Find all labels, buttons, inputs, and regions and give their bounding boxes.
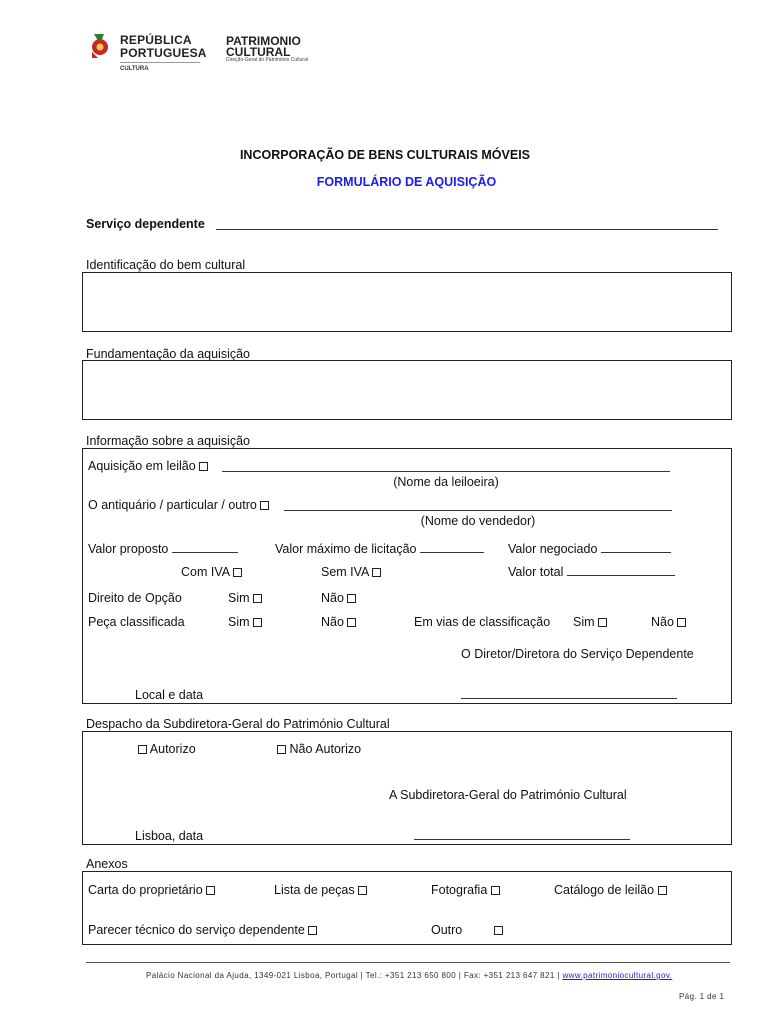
- sem-iva-row: [321, 565, 381, 579]
- patrimonio-logo: [226, 36, 301, 58]
- identificacao-label: Identificação do bem cultural: [86, 258, 246, 272]
- valor-total-input[interactable]: [567, 565, 675, 576]
- anexos-label: Anexos: [86, 857, 128, 871]
- fundamentacao-field[interactable]: [82, 360, 732, 420]
- fundamentacao-label: Fundamentação da aquisição: [86, 347, 251, 361]
- footer-website-link[interactable]: www.patrimoniocultural.gov.: [562, 971, 673, 980]
- sem-iva-label: Sem IVA: [321, 565, 369, 579]
- page-subtitle: FORMULÁRIO DE AQUISIÇÃO: [316, 175, 497, 189]
- lista-row: [274, 883, 367, 897]
- subdiretora-signature-line[interactable]: [414, 829, 630, 840]
- servico-input[interactable]: [216, 219, 718, 230]
- republica-line2: PORTUGUESA: [120, 46, 207, 60]
- leilao-checkbox[interactable]: [199, 462, 208, 471]
- republica-sub: CULTURA: [120, 66, 149, 72]
- footer-contacts: [146, 971, 672, 980]
- valor-negociado-input[interactable]: [601, 542, 671, 553]
- carta-row: [88, 883, 215, 897]
- peca-sim-row: [228, 615, 262, 629]
- autorizo-checkbox[interactable]: [138, 745, 147, 754]
- em-vias-nao-checkbox[interactable]: [677, 618, 686, 627]
- outro-label: Outro: [431, 923, 463, 937]
- diretor-signature-line[interactable]: [461, 688, 677, 699]
- catalogo-row: [554, 883, 667, 897]
- logo-divider: [120, 62, 200, 63]
- valor-negociado-row: [508, 542, 671, 556]
- direito-sim-row: [228, 591, 262, 605]
- footer-sep3: |: [557, 971, 560, 980]
- fotografia-row: [431, 883, 500, 897]
- lista-checkbox[interactable]: [358, 886, 367, 895]
- identificacao-field[interactable]: [82, 272, 732, 332]
- nao-autorizo-row: [277, 742, 361, 756]
- peca-nao-row: [321, 615, 356, 629]
- footer-address: Palácio Nacional da Ajuda, 1349-021 Lisboa, Portugal: [146, 971, 359, 980]
- direito-nao-row: [321, 591, 356, 605]
- com-iva-checkbox[interactable]: [233, 568, 242, 577]
- com-iva-label: Com IVA: [181, 565, 230, 579]
- footer-sep1: |: [360, 971, 364, 980]
- em-vias-sim-row: [573, 615, 607, 629]
- direito-nao-label: Não: [321, 591, 344, 605]
- vendedor-caption: (Nome do vendedor): [420, 514, 536, 528]
- footer-tel: Tel.: +351 213 650 800: [365, 971, 457, 980]
- republica-emblem-icon: [90, 32, 114, 58]
- nao-autorizo-checkbox[interactable]: [277, 745, 286, 754]
- patrimonio-sub: Direção-Geral do Património Cultural: [226, 57, 308, 63]
- direito-opcao-label: Direito de Opção: [88, 591, 182, 605]
- page-title: INCORPORAÇÃO DE BENS CULTURAIS MÓVEIS: [239, 148, 531, 162]
- antiquario-row: [88, 498, 269, 512]
- direito-sim-checkbox[interactable]: [253, 594, 262, 603]
- catalogo-checkbox[interactable]: [658, 886, 667, 895]
- republica-portuguesa-logo: [90, 32, 207, 72]
- peca-nao-checkbox[interactable]: [347, 618, 356, 627]
- valor-maximo-row: [275, 542, 484, 556]
- em-vias-sim-checkbox[interactable]: [598, 618, 607, 627]
- autorizo-label: Autorizo: [149, 742, 196, 756]
- em-vias-nao-row: [651, 615, 686, 629]
- em-vias-nao-label: Não: [651, 615, 674, 629]
- servico-label: Serviço dependente: [86, 217, 205, 231]
- parecer-checkbox[interactable]: [308, 926, 317, 935]
- valor-maximo-label: Valor máximo de licitação: [275, 542, 417, 556]
- carta-label: Carta do proprietário: [88, 883, 203, 897]
- nao-autorizo-label: Não Autorizo: [289, 742, 362, 756]
- peca-sim-checkbox[interactable]: [253, 618, 262, 627]
- antiquario-checkbox[interactable]: [260, 501, 269, 510]
- peca-classificada-label: Peça classificada: [88, 615, 185, 629]
- outro-checkbox[interactable]: [494, 926, 503, 935]
- em-vias-label: Em vias de classificação: [414, 615, 551, 629]
- leiloeira-caption: (Nome da leiloeira): [393, 475, 499, 489]
- direito-nao-checkbox[interactable]: [347, 594, 356, 603]
- fotografia-label: Fotografia: [431, 883, 488, 897]
- subdiretora-label: A Subdiretora-Geral do Património Cultural: [389, 788, 627, 802]
- autorizo-row: [138, 742, 196, 756]
- diretor-label: O Diretor/Diretora do Serviço Dependente: [461, 647, 694, 661]
- footer-fax: Fax: +351 213 647 821: [463, 971, 555, 980]
- valor-proposto-input[interactable]: [172, 542, 238, 553]
- valor-maximo-input[interactable]: [420, 542, 484, 553]
- leilao-row: [88, 459, 208, 473]
- despacho-label: Despacho da Subdiretora-Geral do Património Cultural: [86, 717, 390, 731]
- carta-checkbox[interactable]: [206, 886, 215, 895]
- peca-nao-label: Não: [321, 615, 344, 629]
- vendedor-input[interactable]: [284, 500, 672, 511]
- valor-proposto-label: Valor proposto: [88, 542, 169, 556]
- valor-proposto-row: [88, 542, 238, 556]
- antiquario-label: O antiquário / particular / outro: [88, 498, 257, 512]
- sem-iva-checkbox[interactable]: [372, 568, 381, 577]
- outro-checkbox-wrap: [494, 923, 503, 937]
- footer-sep2: |: [458, 971, 462, 980]
- informacao-label: Informação sobre a aquisição: [86, 434, 250, 448]
- catalogo-label: Catálogo de leilão: [554, 883, 655, 897]
- valor-total-row: [508, 565, 675, 579]
- leiloeira-input[interactable]: [222, 461, 670, 472]
- direito-sim-label: Sim: [228, 591, 250, 605]
- peca-sim-label: Sim: [228, 615, 250, 629]
- valor-negociado-label: Valor negociado: [508, 542, 598, 556]
- lista-label: Lista de peças: [274, 883, 355, 897]
- republica-line1: REPÚBLICA: [120, 33, 192, 47]
- patrimonio-line1: PATRIMONIO: [226, 34, 301, 48]
- page-number: Pág. 1 de 1: [679, 992, 725, 1001]
- leilao-label: Aquisição em leilão: [88, 459, 196, 473]
- lisboa-data-label: Lisboa, data: [135, 829, 204, 843]
- local-data-label: Local e data: [135, 688, 204, 702]
- fotografia-checkbox[interactable]: [491, 886, 500, 895]
- com-iva-row: [181, 565, 242, 579]
- em-vias-sim-label: Sim: [573, 615, 595, 629]
- footer-divider: [86, 962, 730, 963]
- parecer-label: Parecer técnico do serviço dependente: [88, 923, 305, 937]
- parecer-row: [88, 923, 317, 937]
- patrimonio-line2: CULTURAL: [226, 45, 291, 59]
- valor-total-label: Valor total: [508, 565, 564, 579]
